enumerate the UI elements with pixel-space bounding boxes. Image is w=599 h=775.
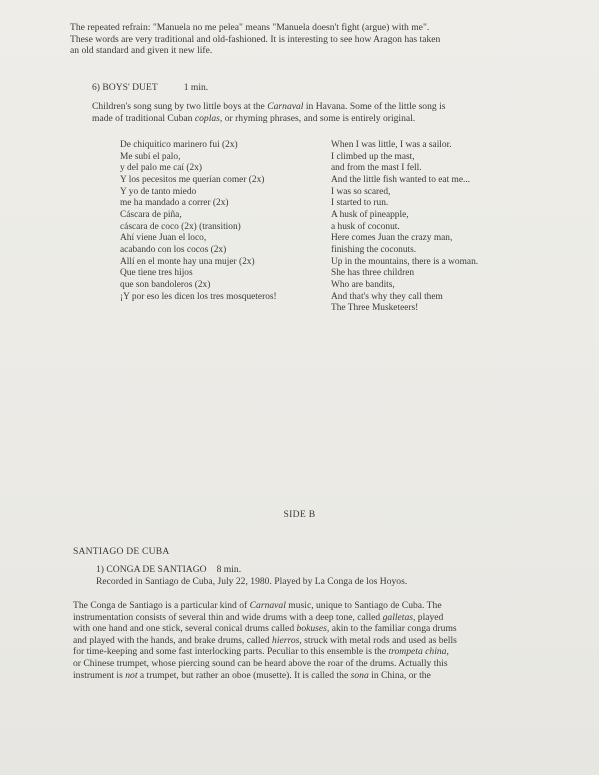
lyric-line: ¡Y por eso les dicen los tres mosqueteros! [120, 291, 277, 302]
lyric-line: And the little fish wanted to eat me... [331, 174, 471, 185]
boys-duet-heading [92, 82, 208, 93]
lyric-line: Me subí el palo, [120, 151, 181, 162]
text-line: The repeated refrain: "Manuela no me pelea" means "Manuela doesn't fight (argue) with me". [70, 22, 430, 33]
lyric-line: a husk of coconut. [331, 221, 400, 232]
text-line: Children's song sung by two little boys at the Carnaval in Havana. Some of the little song is [92, 101, 446, 112]
text-line: These words are very traditional and old-fashioned. It is interesting to see how Aragon has taken [70, 33, 441, 45]
lyric-line: finishing the coconuts. [331, 244, 417, 255]
lyric-line: and from the mast I fell. [331, 163, 422, 174]
conga-description [73, 600, 533, 681]
section-title: SANTIAGO DE CUBA [73, 546, 170, 557]
text-line: an old standard and given it new life. [70, 45, 213, 57]
lyric-line: A husk of pineapple, [331, 209, 409, 220]
lyric-line: Y yo de tanto miedo [120, 186, 197, 197]
lyric-line: And that's why they call them [331, 291, 443, 302]
boys-duet-description [92, 101, 524, 124]
lyric-line: Here comes Juan the crazy man, [331, 233, 453, 244]
lyric-line: cáscara de coco (2x) (transition) [120, 221, 241, 232]
text-line: made of traditional Cuban coplas, or rhyming phrases, and some is entirely original. [92, 112, 416, 124]
lyric-line: Que tiene tres hijos [120, 268, 193, 279]
lyric-line: acabando con los cocos (2x) [120, 244, 227, 255]
lyric-line: She has three children [331, 268, 415, 279]
text-line: instrumentation consists of several thin and wide drums with a deep tone, called galletas, played [73, 611, 444, 623]
lyric-line: When I was little, I was a sailor. [331, 140, 452, 150]
text-line: The Conga de Santiago is a particular kind of Carnaval music, unique to Santiago de Cuba. The [73, 600, 442, 611]
lyric-line: Y los pecesitos me querían comer (2x) [120, 174, 265, 185]
text-line: and played with the hands, and brake drums, called hierros, struck with metal rods and used as bells [73, 634, 457, 646]
lyric-line: I was so scared, [331, 186, 391, 197]
conga-track-heading [96, 564, 241, 575]
lyric-line: Who are bandits, [331, 279, 395, 290]
side-b-heading: SIDE B [283, 509, 316, 520]
lyrics-english [331, 140, 478, 315]
lyric-line: I started to run. [331, 198, 389, 209]
lyric-line: me ha mandado a correr (2x) [120, 198, 229, 209]
track-title: 6) BOYS' DUET [92, 82, 158, 93]
refrain-paragraph [70, 22, 530, 57]
recording-info: Recorded in Santiago de Cuba, July 22, 1980. Played by La Conga de los Hoyos. [96, 576, 408, 587]
text-line: for time-keeping and some fast interlocking parts. Peculiar to this ensemble is the trompeta china, [73, 646, 449, 658]
text-line: instrument is not a trumpet, but rather an oboe (musette). It is called the sona in China, or the [73, 669, 431, 681]
lyric-line: y del palo me caí (2x) [120, 163, 202, 174]
track-duration: 8 min. [216, 564, 242, 575]
lyric-line: I climbed up the mast, [331, 151, 415, 162]
text-line: or Chinese trumpet, whose piercing sound can be heard above the roar of the drums. Actually this [73, 657, 448, 669]
track-title: 1) CONGA DE SANTIAGO [96, 564, 207, 575]
lyric-line: De chiquitico marinero fui (2x) [120, 140, 238, 150]
lyric-line: que son bandoleros (2x) [120, 279, 211, 290]
text-line: with one hand and one stick, several conical drums called bokuses, akin to the familiar conga drums [73, 623, 457, 635]
track-duration: 1 min. [183, 82, 209, 93]
lyric-line: Allí en el monte hay una mujer (2x) [120, 256, 255, 267]
lyric-line: Up in the mountains, there is a woman. [331, 256, 479, 267]
lyrics-spanish [120, 140, 277, 303]
lyric-line: The Three Musketeers! [331, 303, 419, 314]
lyric-line: Ahí viene Juan el loco, [120, 233, 207, 244]
lyric-line: Cáscara de piña, [120, 209, 182, 220]
